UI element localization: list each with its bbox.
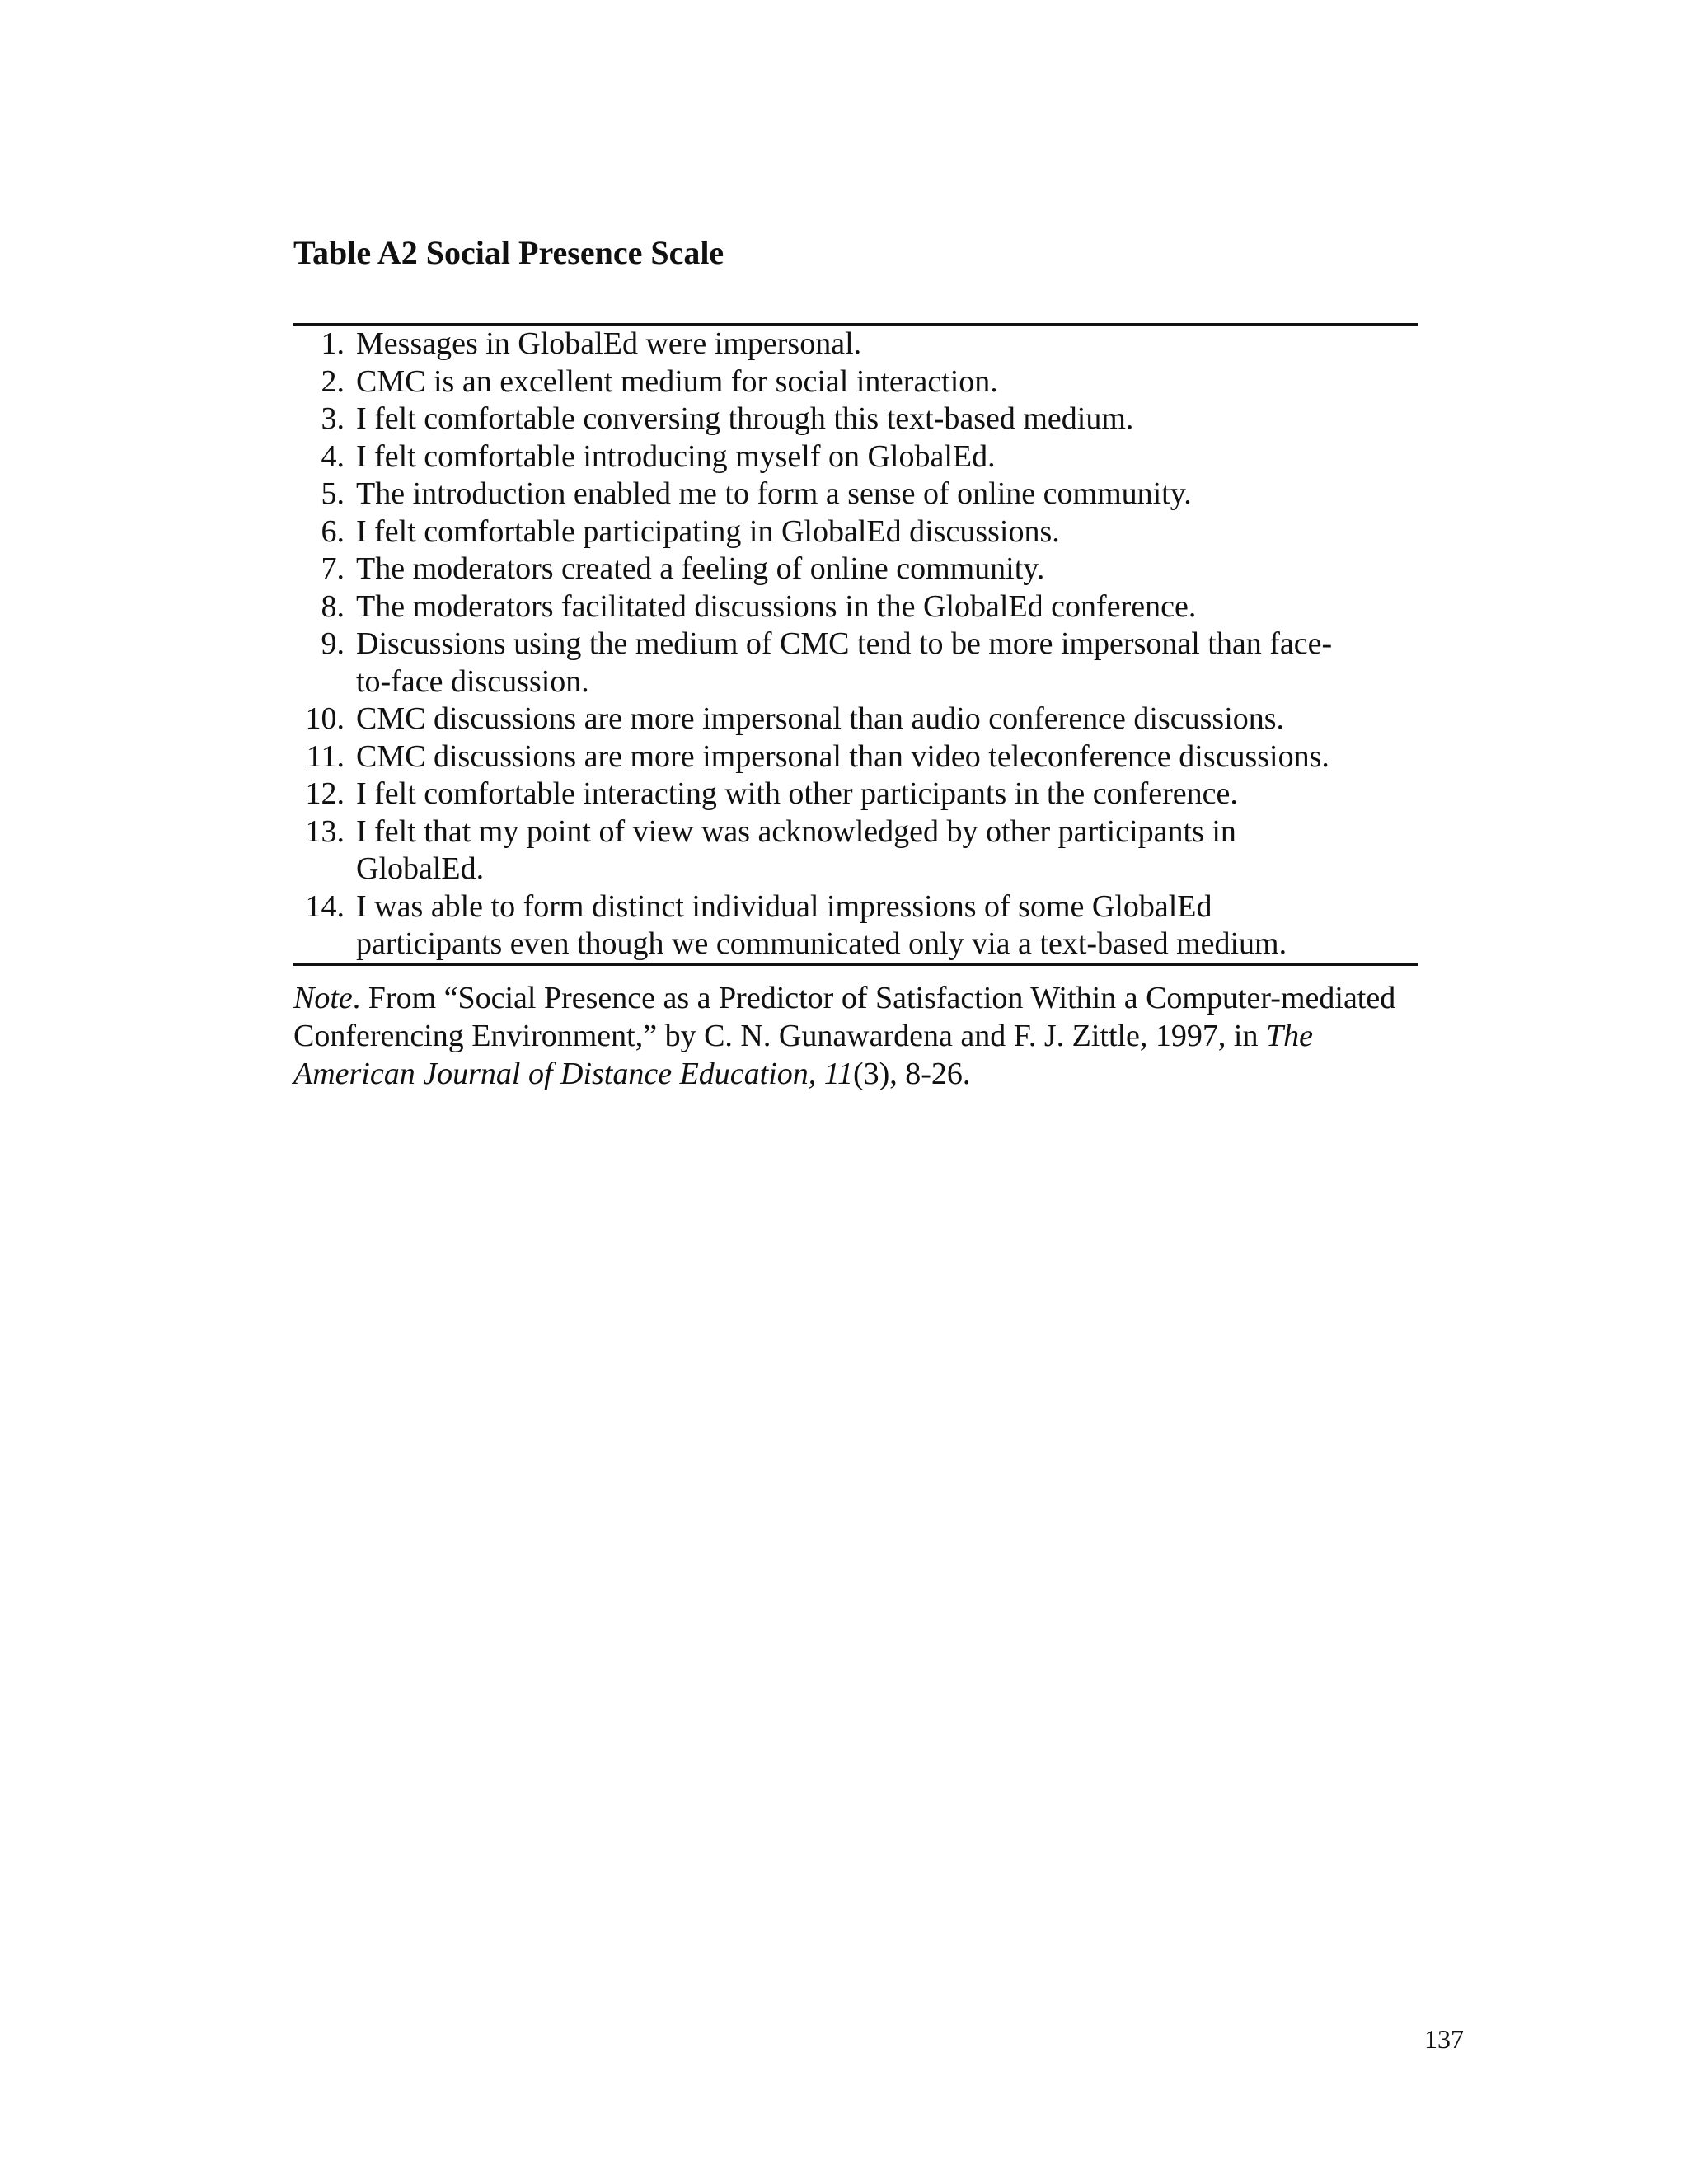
- scale-item: [293, 513, 1418, 551]
- scale-item: [293, 701, 1418, 738]
- item-number: 10.: [305, 701, 345, 736]
- item-number: 11.: [306, 738, 345, 774]
- item-number: 3.: [321, 401, 345, 436]
- item-text: CMC discussions are more impersonal than audio conference discussions.: [356, 701, 1285, 736]
- item-text: I felt comfortable participating in GlobalEd discussions.: [356, 513, 1060, 549]
- scale-item: [293, 363, 1418, 401]
- item-text: I felt comfortable conversing through this text-based medium.: [356, 401, 1134, 436]
- scale-item: [293, 738, 1418, 776]
- item-text: I was able to form distinct individual impressions of some GlobalEd: [356, 888, 1212, 924]
- item-text: CMC discussions are more impersonal than video teleconference discussions.: [356, 738, 1329, 774]
- journal-title-volume: American Journal of Distance Education, 11: [293, 1057, 853, 1091]
- scale-item: [293, 813, 1418, 888]
- scale-item: [293, 551, 1418, 588]
- scale-item: [293, 776, 1418, 813]
- item-number: 6.: [321, 513, 345, 549]
- journal-title-part: The: [1266, 1019, 1313, 1053]
- item-number: 2.: [321, 363, 345, 399]
- note-text: (3), 8-26.: [852, 1057, 971, 1091]
- item-number: 13.: [305, 813, 345, 849]
- item-text-continuation: participants even though we communicated only via a text-based medium.: [356, 926, 1287, 961]
- item-number: 5.: [321, 476, 345, 511]
- item-text: Discussions using the medium of CMC tend to be more impersonal than face-: [356, 626, 1333, 661]
- item-number: 1.: [321, 326, 345, 361]
- note-text: . From “Social Presence as a Predictor of Satisfaction Within a Computer-mediated: [352, 981, 1396, 1015]
- scale-item: [293, 326, 1418, 363]
- item-text: I felt comfortable introducing myself on GlobalEd.: [356, 438, 996, 474]
- scale-item: [293, 626, 1418, 701]
- item-text: CMC is an excellent medium for social interaction.: [356, 363, 998, 399]
- page-number: 137: [1424, 2024, 1464, 2054]
- item-text: The introduction enabled me to form a sense of online community.: [356, 476, 1192, 511]
- scale-item-list: [293, 326, 1418, 963]
- scale-item: [293, 888, 1418, 963]
- item-number: 12.: [305, 776, 345, 811]
- item-text: Messages in GlobalEd were impersonal.: [356, 326, 862, 361]
- item-text: The moderators facilitated discussions in the GlobalEd conference.: [356, 588, 1197, 624]
- social-presence-table: [293, 323, 1418, 966]
- item-text: The moderators created a feeling of online community.: [356, 551, 1045, 586]
- item-text-continuation: to-face discussion.: [356, 663, 589, 699]
- scale-item: [293, 401, 1418, 438]
- item-number: 8.: [321, 588, 345, 624]
- item-text: I felt that my point of view was acknowledged by other participants in: [356, 813, 1236, 849]
- item-text-continuation: GlobalEd.: [356, 851, 485, 886]
- table-title: Table A2 Social Presence Scale: [293, 234, 724, 271]
- note-label: Note: [293, 981, 353, 1015]
- note-line-3: [293, 1055, 1472, 1093]
- scale-item: [293, 588, 1418, 626]
- item-text: I felt comfortable interacting with other participants in the conference.: [356, 776, 1238, 811]
- note-text: Conferencing Environment,” by C. N. Gunawardena and F. J. Zittle, 1997, in: [293, 1019, 1266, 1053]
- item-number: 7.: [321, 551, 345, 586]
- note-line-1: [293, 979, 1472, 1017]
- note-line-2: [293, 1017, 1472, 1055]
- item-number: 14.: [305, 888, 345, 924]
- scale-item: [293, 438, 1418, 476]
- item-number: 4.: [321, 438, 345, 474]
- scale-item: [293, 476, 1418, 513]
- item-number: 9.: [321, 626, 345, 661]
- table-note: [293, 979, 1472, 1093]
